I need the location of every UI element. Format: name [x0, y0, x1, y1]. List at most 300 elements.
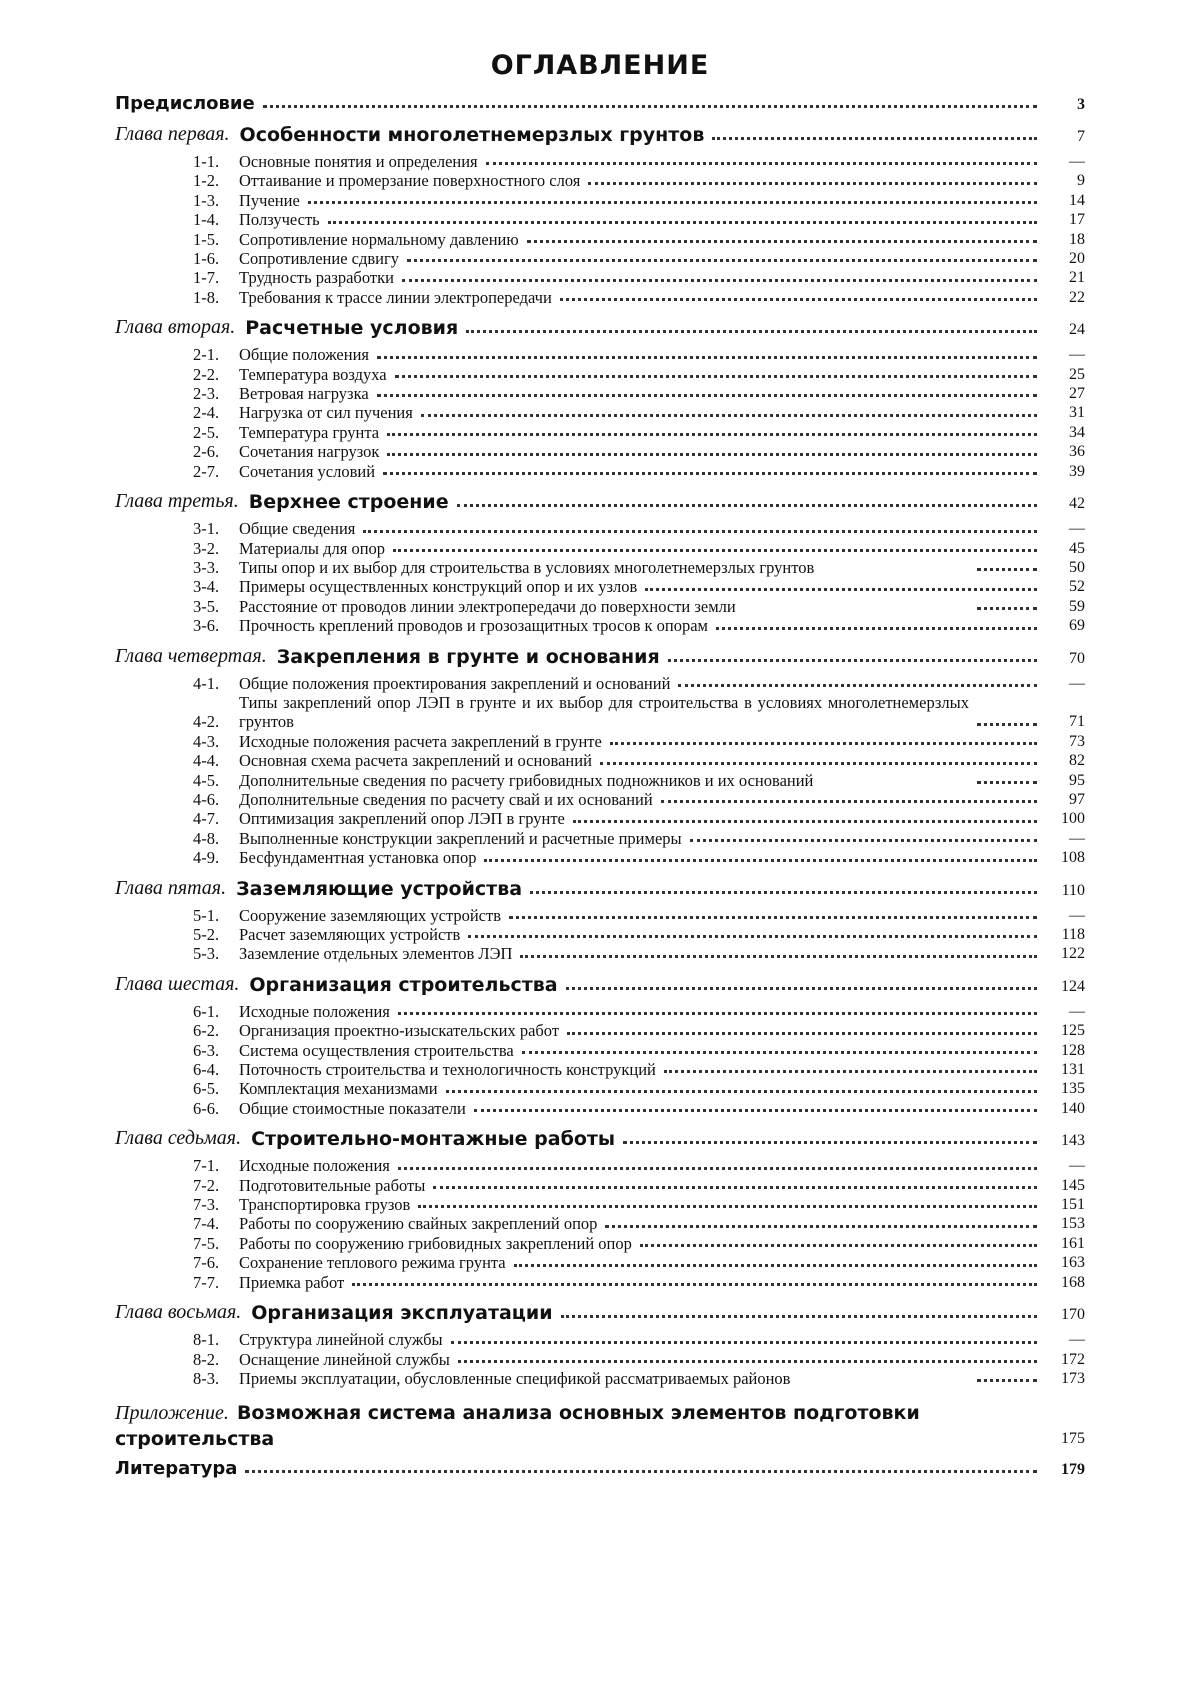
page-number: 22 [1069, 288, 1085, 306]
section-title: Исходные положения [239, 1001, 390, 1021]
toc-section-6-4 [115, 1060, 1085, 1079]
toc-section-2-2 [115, 365, 1085, 384]
dot-leader [484, 859, 1037, 862]
chapter-title: Расчетные условия [245, 317, 459, 340]
section-title: Поточность строительства и технологичность конструкций [239, 1060, 656, 1080]
page-number: 9 [1077, 172, 1085, 190]
page-number: — [1069, 1002, 1085, 1020]
section-number: 4-4. [193, 751, 220, 771]
chapter-prefix: Глава третья. [115, 490, 239, 513]
toc-chapter-7 [115, 1127, 1085, 1150]
chapter-title: Особенности многолетнемерзлых грунтов [239, 124, 705, 146]
toc-section-7-2 [115, 1176, 1085, 1195]
dot-leader [328, 221, 1037, 224]
chapter-title: Верхнее строение [248, 491, 449, 514]
page-number: 45 [1069, 539, 1085, 557]
section-title: Общие положения [239, 345, 369, 365]
page-number: — [1069, 1157, 1085, 1175]
page-number: — [1069, 1331, 1085, 1349]
dot-leader [566, 987, 1037, 990]
section-number: 3-6. [193, 616, 220, 636]
section-title: Примеры осуществленных конструкций опор и их узлов [239, 577, 638, 597]
toc-section-7-3 [115, 1195, 1085, 1214]
section-number: 1-3. [193, 190, 220, 210]
page-number: 3 [1077, 96, 1085, 113]
section-title: Температура грунта [239, 422, 380, 442]
section-title: Организация проектно-изыскательских работ [239, 1021, 560, 1041]
toc-section-8-1 [115, 1330, 1085, 1349]
page-number: 82 [1069, 752, 1085, 770]
toc-entry-appendix [115, 1400, 1085, 1452]
section-number: 4-1. [193, 673, 220, 693]
section-title: Работы по сооружению грибовидных закреплений опор [239, 1233, 632, 1253]
toc-chapter-8 [115, 1301, 1085, 1324]
section-title: Исходные положения расчета закреплений в грунте [239, 731, 602, 751]
page-number: 71 [1069, 713, 1085, 731]
section-title: Основные понятия и определения [239, 152, 478, 171]
section-number: 3-1. [193, 519, 220, 539]
dot-leader [977, 568, 1037, 571]
section-title: Материалы для опор [239, 538, 386, 558]
section-title: Общие стоимостные показатели [239, 1098, 466, 1118]
section-title: Общие сведения [239, 519, 356, 539]
section-title: Типы закреплений опор ЛЭП в грунте и их выбор для строительства в условиях многолетнемерзлых грунтов [239, 692, 969, 732]
page-number: 70 [1069, 649, 1085, 667]
dot-leader [560, 298, 1037, 301]
page-number: 131 [1061, 1061, 1085, 1079]
dot-leader [661, 800, 1037, 803]
dot-leader [486, 162, 1037, 165]
dot-leader [407, 259, 1037, 262]
page-number: 50 [1069, 558, 1085, 576]
page-number: 31 [1069, 404, 1085, 422]
dot-leader [451, 1341, 1037, 1344]
section-title: Сопротивление сдвигу [239, 249, 400, 269]
dot-leader [377, 356, 1037, 359]
chapter-prefix: Глава седьмая. [115, 1127, 242, 1150]
section-title: Температура воздуха [239, 364, 387, 384]
dot-leader [245, 1470, 1037, 1473]
page-number: 122 [1061, 945, 1085, 963]
page-number: 153 [1061, 1215, 1085, 1233]
dot-leader [433, 1186, 1037, 1189]
section-title: Структура линейной службы [239, 1330, 443, 1350]
toc-section-2-5 [115, 423, 1085, 442]
toc-section-2-6 [115, 442, 1085, 461]
dot-leader [527, 240, 1037, 243]
toc-section-4-1 [115, 674, 1085, 693]
page-number: — [1069, 153, 1085, 170]
appendix-title: Возможная система анализа основных элементов подготовки строительства [115, 1402, 920, 1451]
toc-section-6-5 [115, 1079, 1085, 1098]
dot-leader [421, 414, 1037, 417]
section-number: 1-2. [193, 171, 220, 191]
section-number: 6-5. [193, 1079, 220, 1099]
section-title: Основная схема расчета закреплений и оснований [239, 751, 592, 771]
toc-section-4-2 [115, 693, 1085, 732]
toc-chapter-1 [115, 123, 1085, 146]
section-title: Заземление отдельных элементов ЛЭП [239, 944, 513, 964]
page-title: ОГЛАВЛЕНИЕ [490, 50, 710, 81]
dot-leader [640, 1244, 1037, 1247]
toc-section-3-2 [115, 539, 1085, 558]
section-title: Сооружение заземляющих устройств [239, 905, 502, 925]
section-number: 2-2. [193, 364, 220, 384]
page-number: 145 [1061, 1176, 1085, 1194]
page-number: 18 [1069, 230, 1085, 248]
page-number: — [1069, 520, 1085, 538]
dot-leader [398, 1167, 1037, 1170]
section-number: 4-6. [193, 789, 220, 809]
toc-section-1-1 [115, 152, 1085, 171]
chapter-prefix: Глава шестая. [115, 972, 240, 995]
toc-section-8-3 [115, 1369, 1085, 1388]
toc-section-3-3 [115, 558, 1085, 577]
dot-leader [588, 182, 1037, 185]
dot-leader [263, 105, 1037, 108]
page-number: 170 [1061, 1306, 1085, 1324]
dot-leader [395, 375, 1037, 378]
toc-section-4-6 [115, 790, 1085, 809]
page-number: 34 [1069, 423, 1085, 441]
dot-leader [308, 201, 1037, 204]
section-number: 8-1. [193, 1330, 220, 1350]
page-number: 97 [1069, 790, 1085, 808]
chapter-prefix: Глава четвертая. [115, 644, 267, 667]
toc-section-4-3 [115, 732, 1085, 751]
toc-section-2-4 [115, 403, 1085, 422]
dot-leader [387, 433, 1037, 436]
section-title: Подготовительные работы [239, 1175, 426, 1195]
page-number: 27 [1069, 385, 1085, 403]
section-title: Сохранение теплового режима грунта [239, 1253, 506, 1273]
page-number: 172 [1061, 1350, 1085, 1368]
section-number: 2-7. [193, 461, 220, 481]
page-number: 163 [1061, 1254, 1085, 1272]
toc-section-1-6 [115, 249, 1085, 268]
section-title: Работы по сооружению свайных закреплений опор [239, 1214, 598, 1234]
page-number: 125 [1061, 1022, 1085, 1040]
section-title: Бесфундаментная установка опор [239, 848, 477, 868]
dot-leader [530, 891, 1037, 894]
section-number: 2-5. [193, 422, 220, 442]
section-title: Сочетания условий [239, 461, 376, 481]
section-number: 5-1. [193, 905, 220, 925]
page-number: 175 [1061, 1430, 1085, 1448]
dot-leader [468, 935, 1037, 938]
section-number: 1-1. [193, 152, 220, 171]
section-number: 1-8. [193, 287, 220, 307]
section-number: 4-3. [193, 731, 220, 751]
section-title: Приемка работ [239, 1272, 345, 1292]
toc-chapter-5 [115, 877, 1085, 900]
section-title: Общие положения проектирования закреплений и оснований [239, 673, 671, 693]
toc-section-3-4 [115, 577, 1085, 596]
section-number: 3-3. [193, 557, 220, 577]
chapter-title: Организация эксплуатации [251, 1302, 553, 1325]
toc-entry-preface [115, 93, 1085, 114]
page-number: 52 [1069, 578, 1085, 596]
section-number: 7-7. [193, 1272, 220, 1292]
page-number: — [1069, 674, 1085, 692]
dot-leader [509, 916, 1037, 919]
toc-chapter-6 [115, 973, 1085, 996]
page-number: 161 [1061, 1234, 1085, 1252]
section-number: 7-2. [193, 1175, 220, 1195]
toc-section-4-8 [115, 829, 1085, 848]
section-number: 4-7. [193, 809, 220, 829]
dot-leader [402, 279, 1037, 282]
page-number: 20 [1069, 250, 1085, 268]
chapter-prefix: Глава пятая. [115, 876, 227, 899]
page-number: 73 [1069, 732, 1085, 750]
dot-leader [418, 1205, 1037, 1208]
page-number: 135 [1061, 1080, 1085, 1098]
section-number: 7-6. [193, 1253, 220, 1273]
page-number: 179 [1061, 1461, 1085, 1479]
section-number: 2-1. [193, 345, 220, 365]
page-number: — [1069, 829, 1085, 847]
appendix-text [115, 1400, 1045, 1452]
dot-leader [664, 1070, 1037, 1073]
toc-section-2-7 [115, 462, 1085, 481]
toc-section-3-6 [115, 616, 1085, 635]
page-number: 21 [1069, 269, 1085, 287]
section-number: 2-6. [193, 442, 220, 462]
toc-section-7-6 [115, 1253, 1085, 1272]
section-title: Ползучесть [239, 210, 320, 230]
chapter-title: Организация строительства [249, 973, 558, 996]
dot-leader [514, 1264, 1037, 1267]
page-number: 124 [1061, 977, 1085, 995]
section-title: Прочность креплений проводов и грозозащитных тросов к опорам [239, 616, 708, 636]
toc-chapter-3 [115, 490, 1085, 513]
toc-section-1-4 [115, 210, 1085, 229]
chapter-prefix: Глава первая. [115, 123, 230, 145]
section-title: Ветровая нагрузка [239, 384, 369, 404]
section-number: 6-1. [193, 1001, 220, 1021]
dot-leader [522, 1051, 1037, 1054]
toc-section-4-4 [115, 751, 1085, 770]
section-title: Комплектация механизмами [239, 1079, 438, 1099]
section-number: 3-4. [193, 577, 220, 597]
section-title: Приемы эксплуатации, обусловленные спецификой рассматриваемых районов [239, 1368, 791, 1388]
dot-leader [393, 549, 1037, 552]
literature-label: Литература [115, 1458, 238, 1480]
toc-entry-literature [115, 1458, 1085, 1479]
section-number: 7-3. [193, 1195, 220, 1215]
toc-section-6-2 [115, 1021, 1085, 1040]
toc-chapter-4 [115, 645, 1085, 668]
toc-section-4-5 [115, 771, 1085, 790]
section-number: 1-5. [193, 229, 220, 249]
dot-leader [567, 1032, 1037, 1035]
dot-leader [474, 1109, 1037, 1112]
dot-leader [678, 684, 1037, 687]
dot-leader [398, 1012, 1037, 1015]
page-number: 143 [1061, 1132, 1085, 1150]
toc-section-5-2 [115, 925, 1085, 944]
toc-section-1-7 [115, 268, 1085, 287]
dot-leader [466, 330, 1037, 333]
section-number: 1-4. [193, 210, 220, 230]
section-number: 4-8. [193, 828, 220, 848]
dot-leader [600, 762, 1037, 765]
dot-leader [383, 472, 1037, 475]
page-number: 128 [1061, 1041, 1085, 1059]
toc-section-7-5 [115, 1234, 1085, 1253]
section-title: Сопротивление нормальному давлению [239, 229, 519, 249]
toc-section-3-5 [115, 597, 1085, 616]
dot-leader [387, 453, 1037, 456]
dot-leader [623, 1141, 1037, 1144]
toc-section-2-1 [115, 345, 1085, 364]
section-number: 2-4. [193, 403, 220, 423]
section-title: Расстояние от проводов линии электропередачи до поверхности земли [239, 596, 736, 616]
page-number: 173 [1061, 1369, 1085, 1387]
toc-section-7-1 [115, 1156, 1085, 1175]
page-number: 95 [1069, 771, 1085, 789]
page-number: 110 [1061, 881, 1085, 899]
dot-leader [573, 820, 1037, 823]
page-number: 168 [1061, 1273, 1085, 1291]
section-number: 3-2. [193, 538, 220, 558]
section-title: Дополнительные сведения по расчету грибовидных подножников и их оснований [239, 770, 814, 790]
section-number: 6-6. [193, 1098, 220, 1118]
section-number: 4-2. [193, 712, 220, 732]
section-number: 4-9. [193, 848, 220, 868]
chapter-title: Закрепления в грунте и основания [276, 645, 660, 668]
section-title: Оттаивание и промерзание поверхностного слоя [239, 171, 581, 191]
toc-section-1-8 [115, 288, 1085, 307]
section-number: 4-5. [193, 770, 220, 790]
toc-section-7-4 [115, 1214, 1085, 1233]
section-title: Сочетания нагрузок [239, 442, 380, 462]
toc-section-6-3 [115, 1041, 1085, 1060]
page-number: 69 [1069, 617, 1085, 635]
table-of-contents [115, 50, 1085, 1483]
chapter-list [115, 123, 1085, 1388]
toc-section-4-9 [115, 848, 1085, 867]
dot-leader [377, 394, 1037, 397]
dot-leader [446, 1090, 1037, 1093]
section-number: 1-6. [193, 249, 220, 269]
toc-section-3-1 [115, 519, 1085, 538]
section-title: Дополнительные сведения по расчету свай и их оснований [239, 789, 653, 809]
page-number: 36 [1069, 443, 1085, 461]
toc-section-5-1 [115, 906, 1085, 925]
toc-section-5-3 [115, 944, 1085, 963]
page-number: 24 [1069, 321, 1085, 339]
section-title: Пучение [239, 190, 300, 210]
chapter-title: Заземляющие устройства [236, 877, 523, 900]
section-title: Транспортировка грузов [239, 1195, 411, 1215]
page-number: 59 [1069, 597, 1085, 615]
section-title: Требования к трассе линии электропередачи [239, 287, 552, 307]
section-title: Трудность разработки [239, 268, 394, 288]
page-number: 100 [1061, 810, 1085, 828]
page-number: 14 [1069, 191, 1085, 209]
appendix-prefix: Приложение. [115, 1402, 229, 1425]
page-number: 151 [1061, 1196, 1085, 1214]
chapter-prefix: Глава вторая. [115, 316, 236, 339]
section-number: 6-4. [193, 1060, 220, 1080]
dot-leader [352, 1283, 1037, 1286]
dot-leader [977, 781, 1037, 784]
section-title: Исходные положения [239, 1156, 390, 1176]
chapter-prefix: Глава восьмая. [115, 1301, 242, 1324]
page-number: 17 [1069, 211, 1085, 229]
dot-leader [458, 1360, 1037, 1363]
toc-section-6-1 [115, 1002, 1085, 1021]
page-number: 25 [1069, 365, 1085, 383]
page-number: 118 [1061, 926, 1085, 943]
section-number: 6-2. [193, 1021, 220, 1041]
section-title: Оптимизация закреплений опор ЛЭП в грунте [239, 809, 565, 829]
dot-leader [645, 588, 1037, 591]
toc-section-7-7 [115, 1273, 1085, 1292]
toc-chapter-2 [115, 316, 1085, 339]
dot-leader [977, 1379, 1037, 1382]
section-number: 7-5. [193, 1233, 220, 1253]
section-title: Расчет заземляющих устройств [239, 925, 461, 944]
dot-leader [561, 1315, 1037, 1318]
toc-section-6-6 [115, 1099, 1085, 1118]
section-title: Оснащение линейной службы [239, 1349, 450, 1369]
toc-section-2-3 [115, 384, 1085, 403]
dot-leader [977, 723, 1037, 726]
section-number: 5-2. [193, 925, 220, 944]
section-number: 8-3. [193, 1368, 220, 1388]
section-title: Выполненные конструкции закреплений и расчетные примеры [239, 828, 682, 848]
section-number: 8-2. [193, 1349, 220, 1369]
dot-leader [668, 659, 1037, 662]
dot-leader [977, 607, 1037, 610]
chapter-title: Строительно-монтажные работы [251, 1128, 616, 1151]
page-number: 42 [1069, 495, 1085, 513]
section-number: 3-5. [193, 596, 220, 616]
toc-section-4-7 [115, 809, 1085, 828]
dot-leader [605, 1225, 1037, 1228]
dot-leader [457, 504, 1037, 507]
section-number: 7-1. [193, 1156, 220, 1176]
toc-section-1-5 [115, 230, 1085, 249]
section-number: 5-3. [193, 944, 220, 964]
preface-label: Предисловие [115, 93, 255, 114]
section-title: Типы опор и их выбор для строительства в условиях многолетнемерзлых грунтов [239, 557, 815, 577]
page-number: 108 [1061, 849, 1085, 867]
dot-leader [610, 742, 1037, 745]
section-number: 6-3. [193, 1040, 220, 1060]
section-title: Нагрузка от сил пучения [239, 403, 413, 423]
section-number: 7-4. [193, 1214, 220, 1234]
page-number: — [1069, 346, 1085, 364]
dot-leader [712, 137, 1037, 140]
section-number: 1-7. [193, 268, 220, 288]
page-number: — [1069, 906, 1085, 924]
page-number: 140 [1061, 1099, 1085, 1117]
page-number: 39 [1069, 462, 1085, 480]
dot-leader [716, 627, 1037, 630]
dot-leader [520, 955, 1037, 958]
dot-leader [363, 530, 1037, 533]
dot-leader [690, 839, 1037, 842]
toc-section-1-3 [115, 191, 1085, 210]
page-number: 7 [1077, 128, 1085, 145]
toc-section-8-2 [115, 1350, 1085, 1369]
section-title: Система осуществления строительства [239, 1040, 514, 1060]
section-number: 2-3. [193, 384, 220, 404]
